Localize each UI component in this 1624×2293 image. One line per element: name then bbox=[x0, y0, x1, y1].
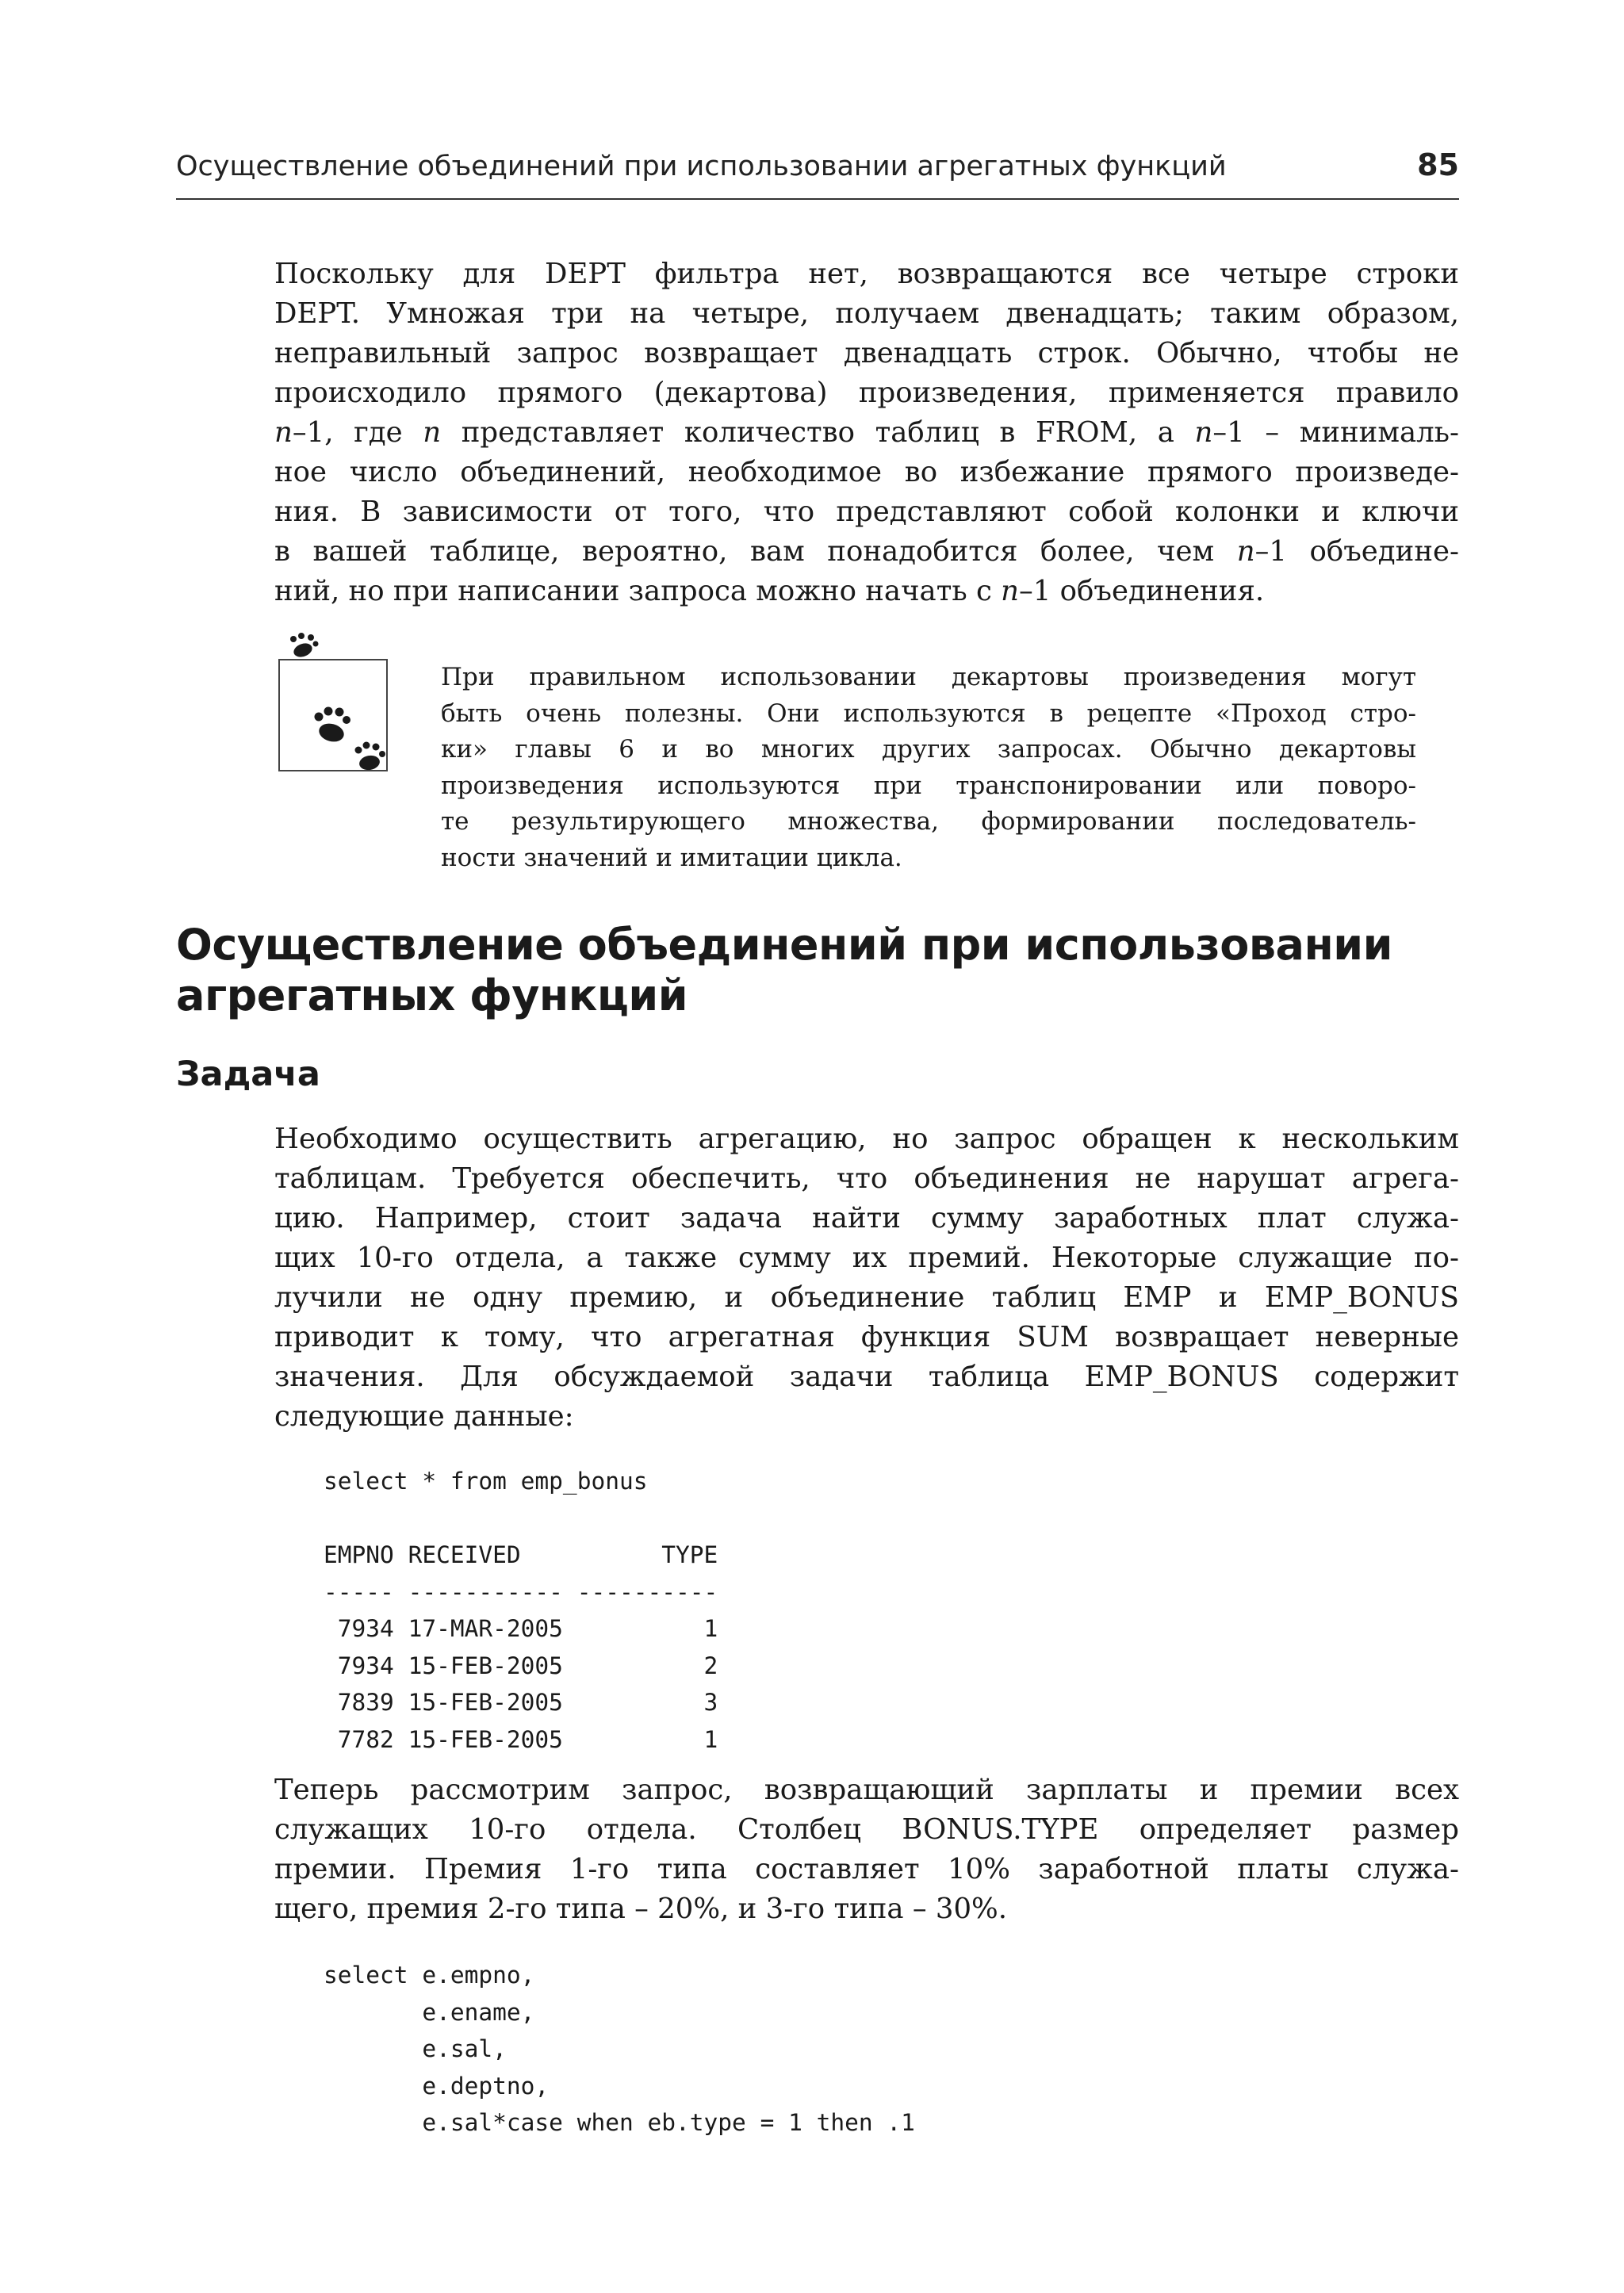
note-line: быть очень полезны. Они используются в рецепте «Проход стро- bbox=[441, 699, 1416, 728]
note-block bbox=[441, 660, 1416, 876]
code-block-select: select e.empno, e.ename, e.sal, e.deptno, e.sal*case when eb.type = 1 then .1 bbox=[324, 1962, 915, 2136]
second-paragraph bbox=[274, 1770, 1459, 1929]
intro-paragraph bbox=[274, 255, 1459, 611]
note-line: ки» главы 6 и во многих других запросах. Обычно декартовы bbox=[441, 735, 1416, 764]
paragraph-line: ний, но при написании запроса можно начать с n–1 объединения. bbox=[274, 575, 1265, 607]
paragraph-line: Поскольку для DEPT фильтра нет, возвращаются все четыре строки bbox=[274, 258, 1459, 290]
paragraph-line: в вашей таблице, вероятно, вам понадобится более, чем n–1 объедине- bbox=[274, 535, 1459, 568]
running-title: Осуществление объединений при использовании агрегатных функций bbox=[176, 151, 1227, 182]
page-number: 85 bbox=[1417, 147, 1459, 182]
paragraph-line: n–1, где n представляет количество таблиц в FROM, а n–1 – минималь- bbox=[274, 416, 1459, 449]
paragraph-line: щих 10-го отдела, а также сумму их премий. Некоторые служащие по- bbox=[274, 1242, 1459, 1274]
paragraph-line: приводит к тому, что агрегатная функция SUM возвращает неверные bbox=[274, 1321, 1459, 1353]
paragraph-line: премии. Премия 1-го типа составляет 10% заработной платы служа- bbox=[274, 1853, 1459, 1885]
code-block-emp-bonus: select * from emp_bonus EMPNO RECEIVED TYPE ----- ----------- ---------- 7934 17-MAR-2005 1 7934 15-FEB-2005 2 7839 15-FEB-2005 3 7782 15-FEB-2005 1 bbox=[324, 1468, 718, 1753]
paragraph-line: Необходимо осуществить агрегацию, но запрос обращен к нескольким bbox=[274, 1123, 1459, 1155]
paragraph-line: таблицам. Требуется обеспечить, что объединения не нарушат агрега- bbox=[274, 1162, 1459, 1195]
paw-prints-icon bbox=[270, 631, 396, 782]
note-line: те результирующего множества, формировании последователь- bbox=[441, 807, 1416, 836]
note-line: ности значений и имитации цикла. bbox=[441, 843, 902, 872]
paragraph-line: служащих 10-го отдела. Столбец BONUS.TYPE определяет размер bbox=[274, 1813, 1459, 1846]
paragraph-line: значения. Для обсуждаемой задачи таблица EMP_BONUS содержит bbox=[274, 1361, 1459, 1393]
paragraph-line: неправильный запрос возвращает двенадцать строк. Обычно, чтобы не bbox=[274, 337, 1459, 369]
paragraph-line: ния. В зависимости от того, что представляют собой колонки и ключи bbox=[274, 496, 1459, 528]
section-title: Осуществление объединений при использовании агрегатных функций bbox=[176, 920, 1392, 1020]
paragraph-line: лучили не одну премию, и объединение таблиц EMP и EMP_BONUS bbox=[274, 1281, 1459, 1314]
running-head bbox=[176, 147, 1459, 182]
note-line: При правильном использовании декартовы произведения могут bbox=[441, 663, 1416, 691]
header-rule bbox=[176, 198, 1459, 200]
task-paragraph bbox=[274, 1120, 1459, 1437]
subsection-title: Задача bbox=[176, 1055, 320, 1094]
note-line: произведения используются при транспонировании или поворо- bbox=[441, 771, 1416, 800]
paragraph-line: происходило прямого (декартова) произведения, применяется правило bbox=[274, 377, 1459, 409]
paragraph-line: ное число объединений, необходимое во избежание прямого произведе- bbox=[274, 456, 1459, 488]
paragraph-line: щего, премия 2-го типа – 20%, и 3-го типа – 30%. bbox=[274, 1893, 1008, 1925]
paragraph-line: цию. Например, стоит задача найти сумму заработных плат служа- bbox=[274, 1202, 1459, 1235]
paragraph-line: DEPT. Умножая три на четыре, получаем двенадцать; таким образом, bbox=[274, 297, 1459, 330]
paragraph-line: Теперь рассмотрим запрос, возвращающий зарплаты и премии всех bbox=[274, 1774, 1459, 1806]
paragraph-line: следующие данные: bbox=[274, 1400, 574, 1433]
